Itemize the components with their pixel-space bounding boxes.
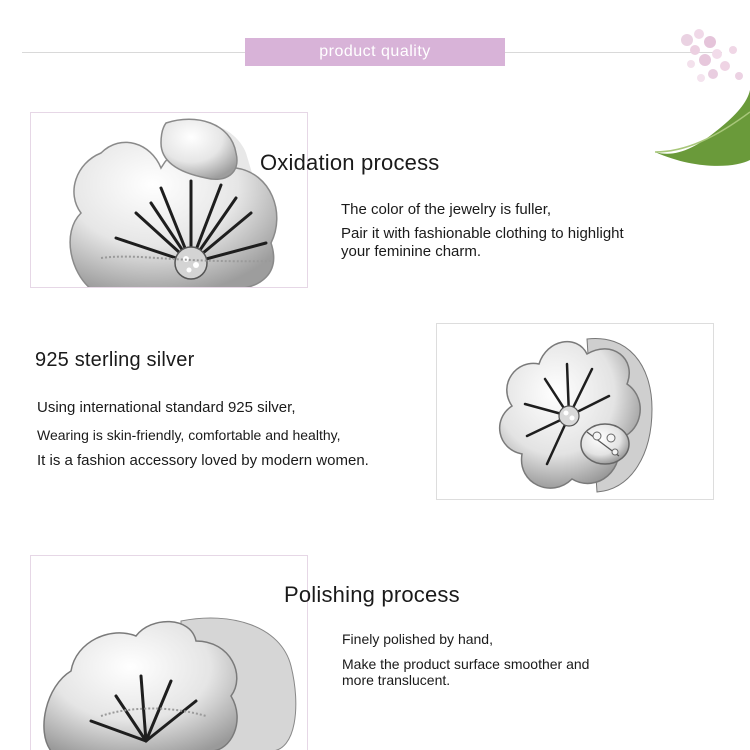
ladybug-icon [581,424,629,464]
polishing-description [342,631,589,688]
oxidation-product-image [30,112,308,288]
section-banner [245,38,505,66]
description-line: Wearing is skin-friendly, comfortable and healthy, [37,427,341,443]
oxidation-description [341,201,624,261]
polishing-product-image [30,555,308,750]
silver-charm-image [436,323,714,500]
leaf-blossom-decoration [655,20,750,170]
description-line: Make the product surface smoother and [342,656,590,672]
silver-description [37,399,369,470]
description-line: Using international standard 925 silver, [37,399,296,416]
banner-label: product quality [319,43,431,60]
description-line: It is a fashion accessory loved by modern women. [37,452,369,469]
section-heading-polishing: Polishing process [284,582,460,607]
description-line: Finely polished by hand, [342,631,493,647]
description-line: Pair it with fashionable clothing to highlight [341,225,624,242]
description-line: The color of the jewelry is fuller, [341,201,552,218]
description-line: your feminine charm. [341,243,482,260]
description-line: more translucent. [342,672,451,688]
section-heading-oxidation: Oxidation process [260,150,440,175]
blossom-cluster [681,29,743,82]
section-heading-silver: 925 sterling silver [35,349,195,371]
leaf-icon [655,90,750,166]
